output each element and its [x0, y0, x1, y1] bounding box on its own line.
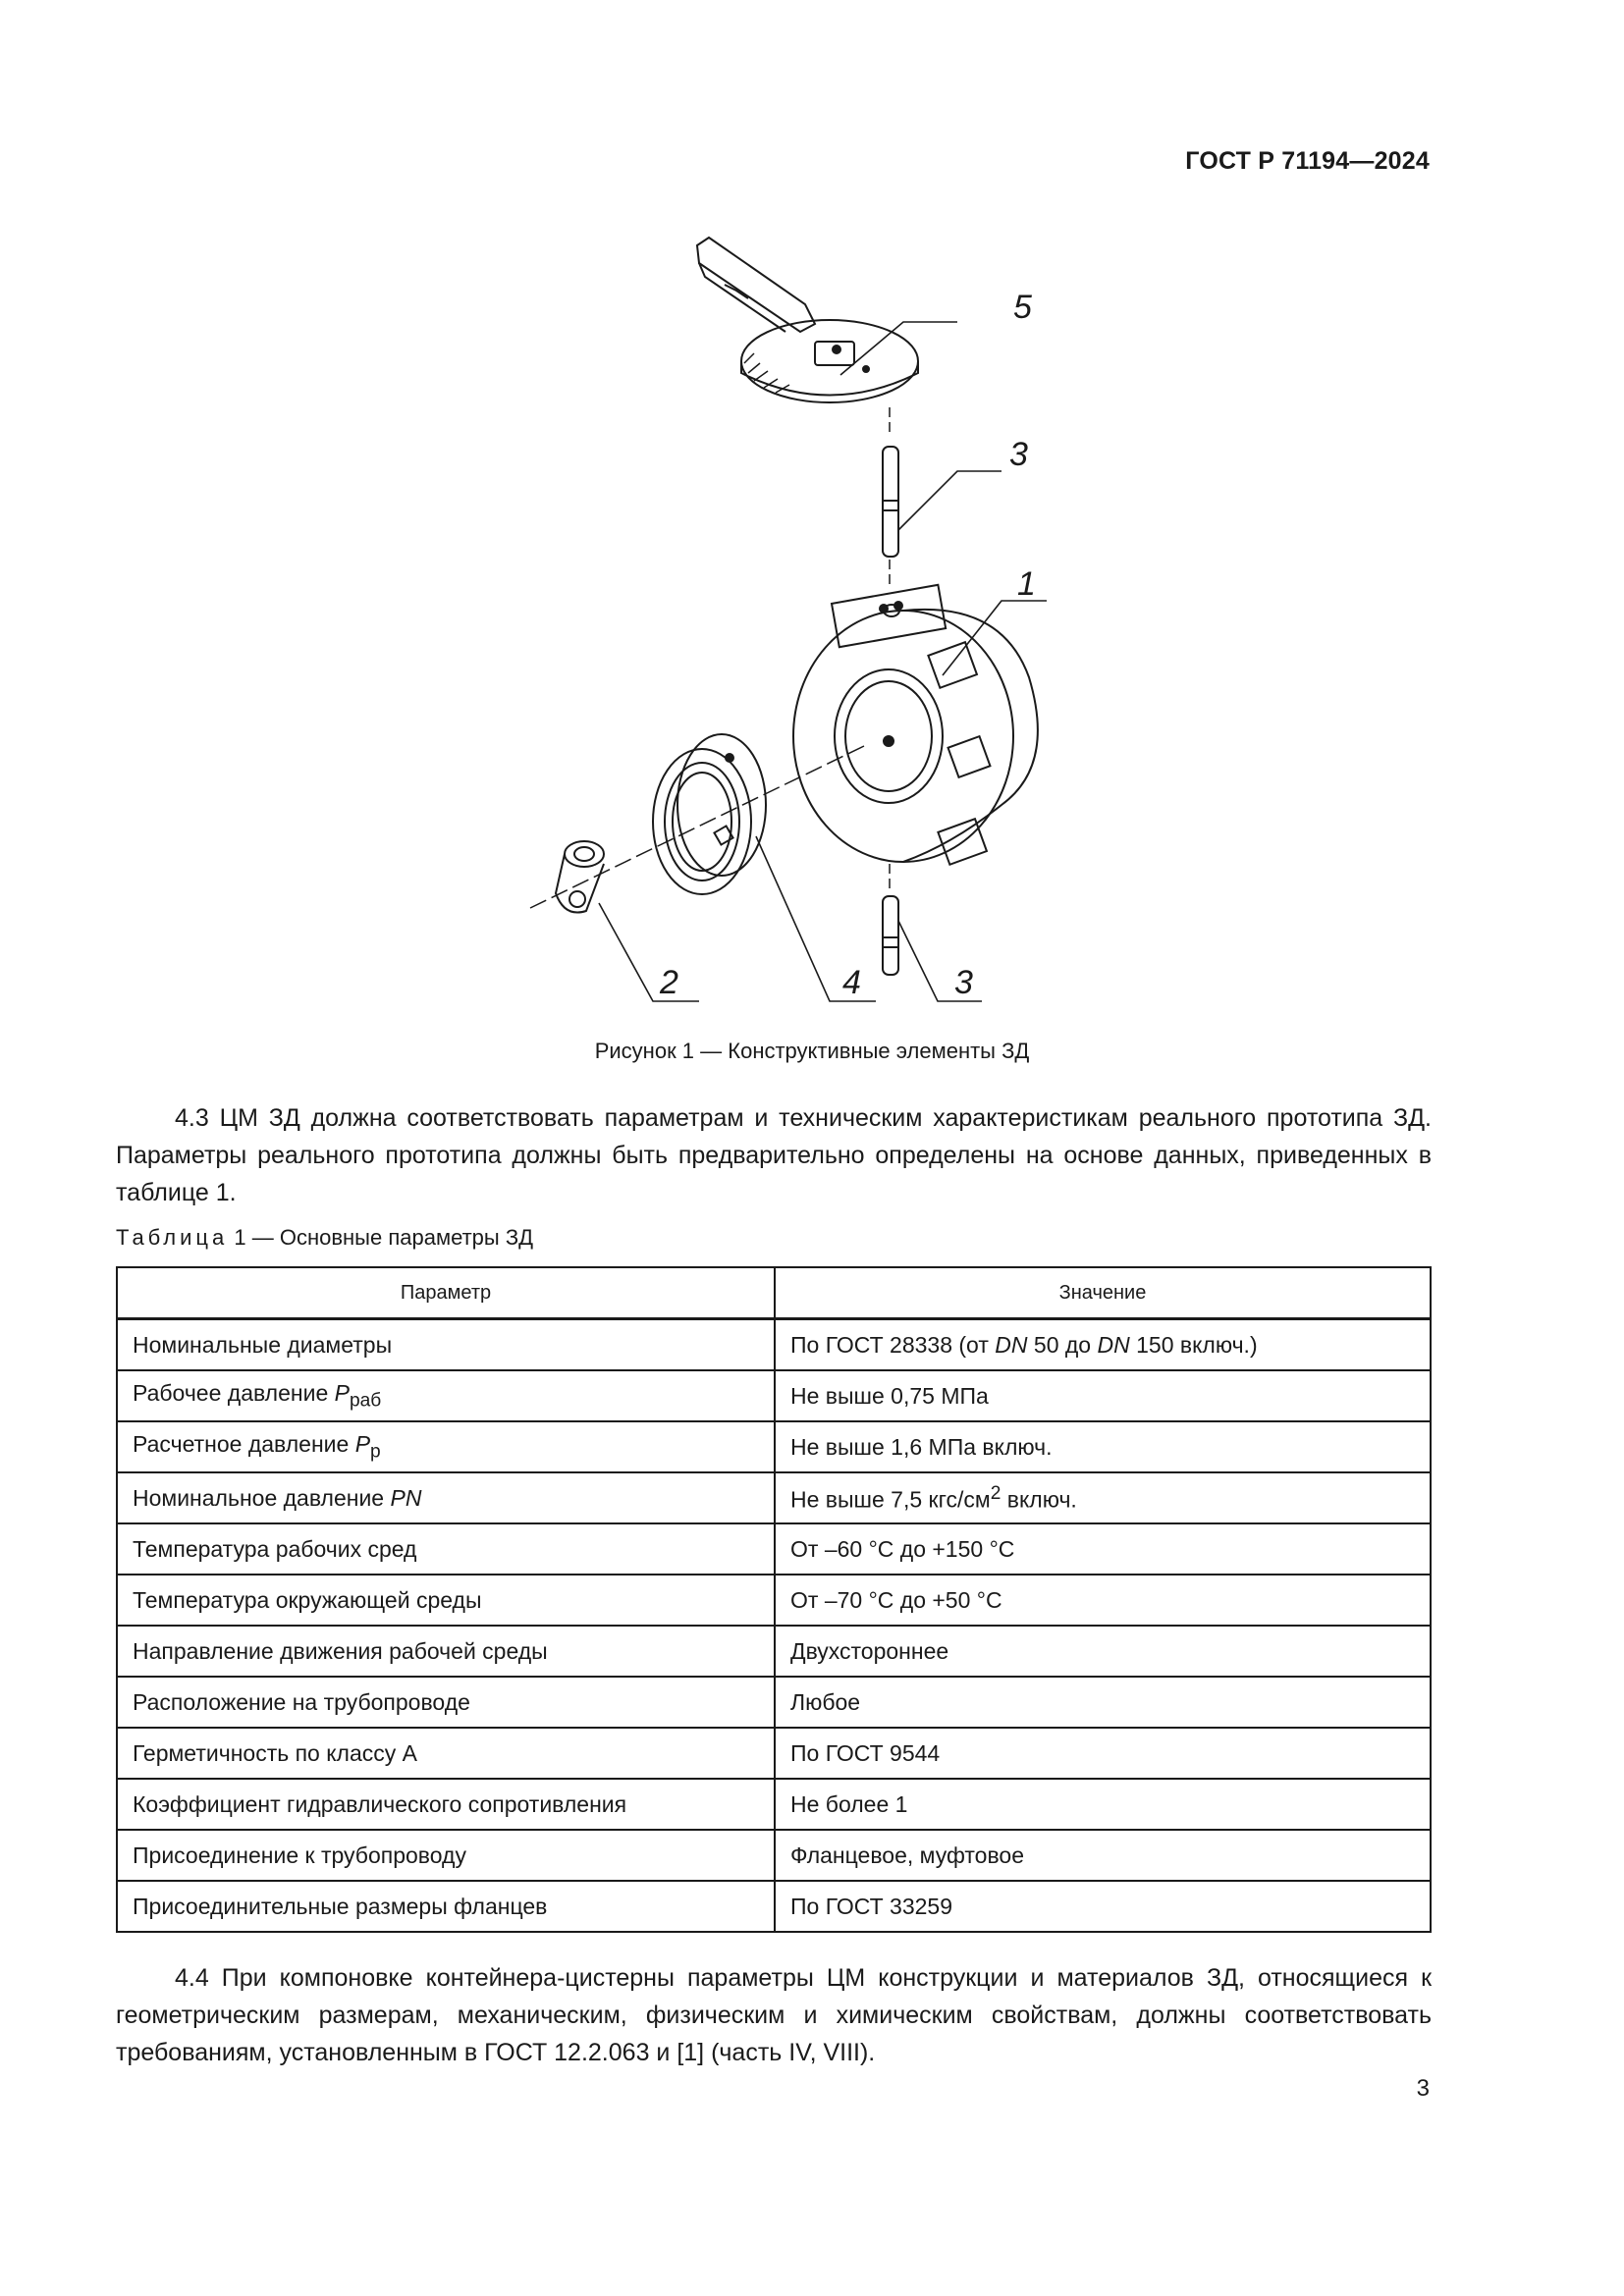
table-row	[117, 1319, 1431, 1371]
table-row	[117, 1575, 1431, 1626]
figure-label-2: 2	[660, 964, 678, 1001]
value-cell: По ГОСТ 33259	[775, 1881, 1431, 1932]
value-cell: Любое	[775, 1677, 1431, 1728]
table-row	[117, 1779, 1431, 1830]
param-cell: Номинальные диаметры	[117, 1319, 775, 1371]
table-row	[117, 1830, 1431, 1881]
param-cell: Направление движения рабочей среды	[117, 1626, 775, 1677]
exploded-view-drawing	[491, 216, 1080, 1031]
param-cell: Номинальное давление PN	[117, 1472, 775, 1523]
document-code: ГОСТ Р 71194—2024	[1185, 147, 1430, 175]
table-row	[117, 1626, 1431, 1677]
paragraph-4-4	[116, 1959, 1432, 2071]
page-number: 3	[1416, 2075, 1430, 2102]
value-cell: Двухстороннее	[775, 1626, 1431, 1677]
table-title	[116, 1225, 533, 1251]
table-row	[117, 1421, 1431, 1472]
figure-label-5: 5	[1013, 289, 1032, 326]
param-cell: Расположение на трубопроводе	[117, 1677, 775, 1728]
table-title-prefix: Таблица	[116, 1225, 229, 1250]
figure-label-1: 1	[1017, 565, 1036, 603]
lower-pin-part	[883, 864, 898, 975]
handle-part	[697, 238, 918, 402]
param-cell: Расчетное давление $P_р$	[117, 1421, 775, 1472]
table-header-row	[117, 1267, 1431, 1319]
paragraph-4-4-text: 4.4 При компоновке контейнера-цистерны параметры ЦМ конструкции и материалов ЗД, относящиеся к геометрическим размерам, механическим, физическим и химическим свойствам, должны соответствовать требованиям, установленным в ГОСТ 12.2.063 и [1] (часть IV, VIII).	[116, 1964, 1432, 2066]
figure-label-3-bottom: 3	[954, 964, 973, 1001]
table-row	[117, 1523, 1431, 1575]
table-row	[117, 1472, 1431, 1523]
value-cell: От –70 °С до +50 °С	[775, 1575, 1431, 1626]
table-row	[117, 1881, 1431, 1932]
column-header-value: Значение	[775, 1267, 1431, 1319]
param-cell: Температура окружающей среды	[117, 1575, 775, 1626]
parameters-table	[116, 1266, 1432, 1933]
figure-caption: Рисунок 1 — Конструктивные элементы ЗД	[594, 1039, 1030, 1063]
value-cell: Не выше 0,75 МПа	[775, 1370, 1431, 1421]
param-cell: Герметичность по классу А	[117, 1728, 775, 1779]
param-cell: Коэффициент гидравлического сопротивления	[117, 1779, 775, 1830]
value-cell: От –60 °С до +150 °С	[775, 1523, 1431, 1575]
value-cell: Не более 1	[775, 1779, 1431, 1830]
value-cell: По ГОСТ 28338 (от DN 50 до DN 150 включ.)	[775, 1319, 1431, 1371]
value-cell: Не выше 1,6 МПа включ.	[775, 1421, 1431, 1472]
table-row	[117, 1677, 1431, 1728]
table-row	[117, 1728, 1431, 1779]
disk-part	[653, 734, 766, 894]
figure-label-4: 4	[842, 964, 861, 1001]
table-row	[117, 1370, 1431, 1421]
upper-pin-part	[883, 407, 898, 589]
param-cell: Присоединительные размеры фланцев	[117, 1881, 775, 1932]
value-cell: По ГОСТ 9544	[775, 1728, 1431, 1779]
param-cell: Присоединение к трубопроводу	[117, 1830, 775, 1881]
param-cell: Рабочее давление $P_{раб}$	[117, 1370, 775, 1421]
paragraph-4-3	[116, 1099, 1432, 1211]
column-header-parameter: Параметр	[117, 1267, 775, 1319]
paragraph-4-3-text: 4.3 ЦМ ЗД должна соответствовать параметрам и техническим характеристикам реального прототипа ЗД. Параметры реального прототипа должны быть предварительно определены на основе данных, приведенных в таблице 1.	[116, 1104, 1432, 1206]
value-cell: Фланцевое, муфтовое	[775, 1830, 1431, 1881]
value-cell: Не выше 7,5 кгс/$см^2$ включ.	[775, 1472, 1431, 1523]
param-cell: Температура рабочих сред	[117, 1523, 775, 1575]
bushing-part	[556, 841, 604, 913]
table-title-rest: 1 — Основные параметры ЗД	[234, 1225, 534, 1250]
figure-valve-elements	[491, 216, 1080, 1031]
figure-label-3-top: 3	[1009, 436, 1028, 473]
valve-body-part	[793, 585, 1038, 865]
